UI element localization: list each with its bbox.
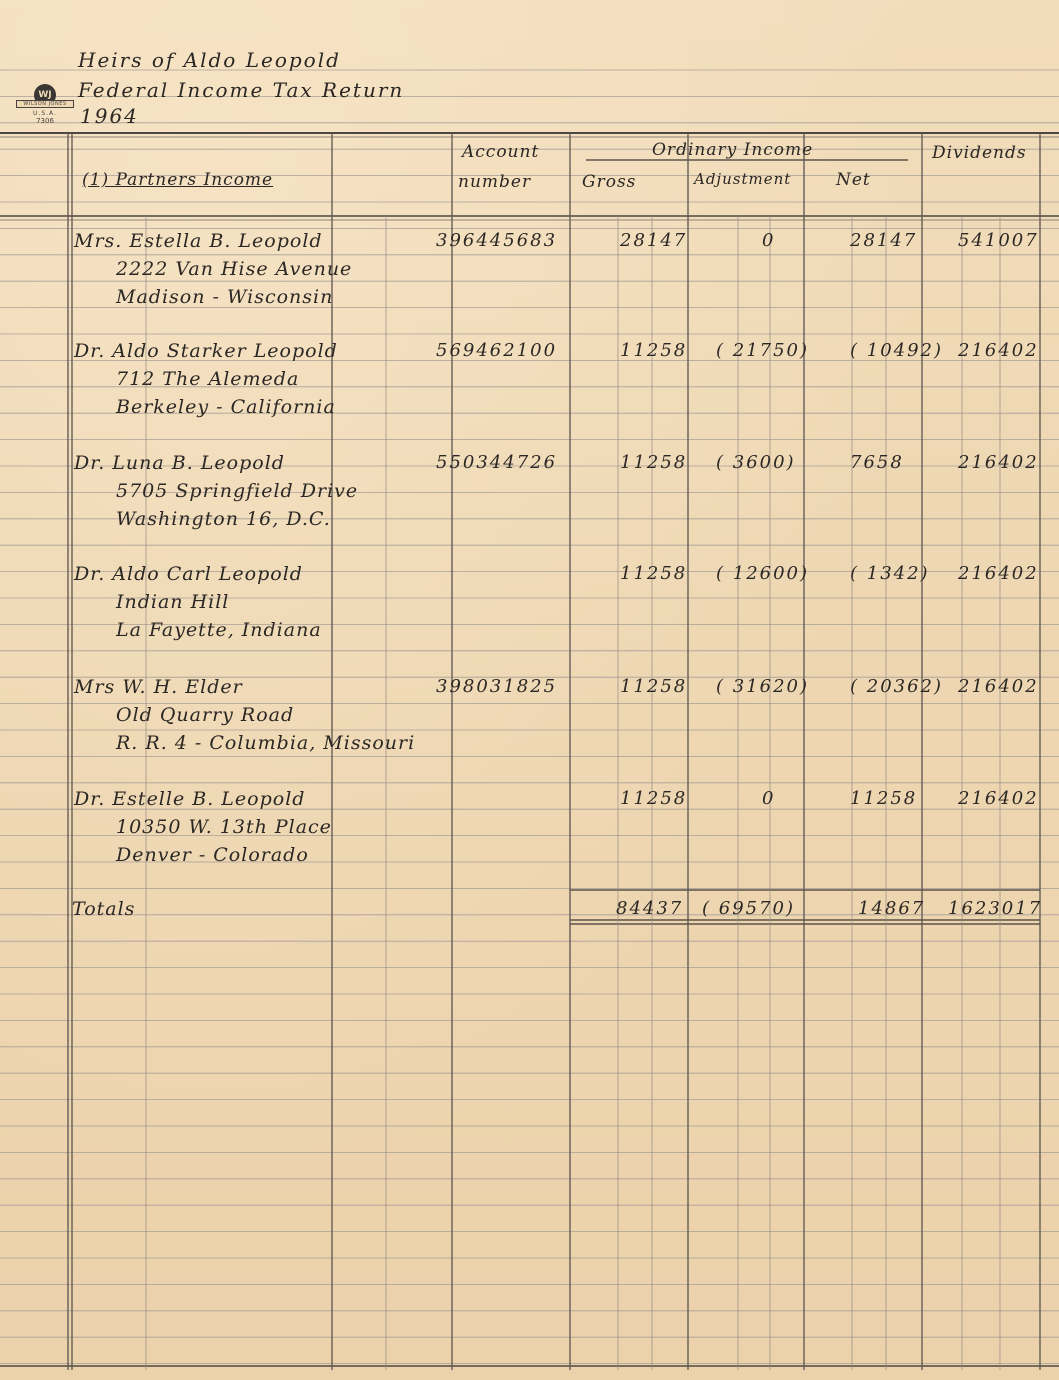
partner-account-number: 569462100 [436, 340, 558, 361]
totals-label: Totals [72, 898, 136, 920]
partner-address-line-2: R. R. 4 - Columbia, Missouri [116, 732, 416, 754]
partner-adjustment: ( 21750) [716, 340, 810, 361]
partner-account-number: 550344726 [436, 452, 558, 473]
partner-name: Dr. Aldo Carl Leopold [74, 563, 303, 585]
partner-name: Dr. Aldo Starker Leopold [74, 340, 338, 362]
partner-dividends: 216402 [958, 788, 1039, 809]
partner-adjustment: 0 [762, 788, 776, 809]
partner-address-line-2: Berkeley - California [116, 396, 336, 418]
ordinary-income-header: Ordinary Income [652, 140, 814, 160]
partner-net: ( 10492) [850, 340, 944, 361]
totals-net: 14867 [858, 898, 926, 919]
partner-address-line-2: Madison - Wisconsin [116, 286, 334, 308]
partner-account-number: 398031825 [436, 676, 558, 697]
partner-address-line-1: 10350 W. 13th Place [116, 816, 332, 838]
partner-name: Dr. Luna B. Leopold [74, 452, 285, 474]
partner-name: Mrs W. H. Elder [74, 676, 243, 698]
partner-gross: 11258 [620, 452, 688, 473]
partner-dividends: 216402 [958, 563, 1039, 584]
partner-net: ( 20362) [850, 676, 944, 697]
net-header: Net [836, 170, 871, 190]
stamp-country: U.S.A. [33, 110, 57, 117]
partner-net: 28147 [850, 230, 918, 251]
totals-adjustment: ( 69570) [702, 898, 796, 919]
partner-address-line-1: 5705 Springfield Drive [116, 480, 359, 502]
partner-gross: 11258 [620, 340, 688, 361]
account-header-bottom: number [458, 172, 532, 192]
partner-adjustment: 0 [762, 230, 776, 251]
dividends-header: Dividends [932, 143, 1027, 163]
partner-address-line-2: Denver - Colorado [116, 844, 309, 866]
title-line-1: Heirs of Aldo Leopold [78, 48, 341, 72]
partner-net: 7658 [850, 452, 904, 473]
partner-address-line-2: Washington 16, D.C. [116, 508, 331, 530]
partner-adjustment: ( 31620) [716, 676, 810, 697]
partner-dividends: 541007 [958, 230, 1039, 251]
partner-address-line-2: La Fayette, Indiana [116, 619, 322, 641]
adjustment-header: Adjustment [694, 170, 792, 188]
stamp-maker: WILSON JONES [16, 100, 74, 108]
partner-gross: 11258 [620, 563, 688, 584]
wilson-jones-logo-icon: WJ [34, 84, 56, 106]
partner-address-line-1: Old Quarry Road [116, 704, 295, 726]
title-line-2: Federal Income Tax Return [78, 78, 405, 102]
partner-name: Dr. Estelle B. Leopold [74, 788, 306, 810]
partner-address-line-1: 2222 Van Hise Avenue [116, 258, 353, 280]
partner-address-line-1: 712 The Alemeda [116, 368, 300, 390]
partner-adjustment: ( 12600) [716, 563, 810, 584]
totals-dividends: 1623017 [948, 898, 1043, 919]
totals-gross: 84437 [616, 898, 684, 919]
partner-gross: 11258 [620, 788, 688, 809]
partner-address-line-1: Indian Hill [116, 591, 230, 613]
account-header-top: Account [462, 142, 540, 162]
partner-gross: 28147 [620, 230, 688, 251]
gross-header: Gross [582, 172, 637, 192]
wilson-jones-stamp [16, 84, 74, 128]
partner-dividends: 216402 [958, 452, 1039, 473]
partner-net: ( 1342) [850, 563, 930, 584]
partner-dividends: 216402 [958, 340, 1039, 361]
stamp-form-number: 7306 [36, 117, 54, 125]
section-heading: (1) Partners Income [82, 170, 274, 190]
title-year: 1964 [80, 104, 139, 128]
partner-name: Mrs. Estella B. Leopold [74, 230, 323, 252]
partner-adjustment: ( 3600) [716, 452, 796, 473]
partner-gross: 11258 [620, 676, 688, 697]
partner-net: 11258 [850, 788, 918, 809]
partner-account-number: 396445683 [436, 230, 558, 251]
partner-dividends: 216402 [958, 676, 1039, 697]
